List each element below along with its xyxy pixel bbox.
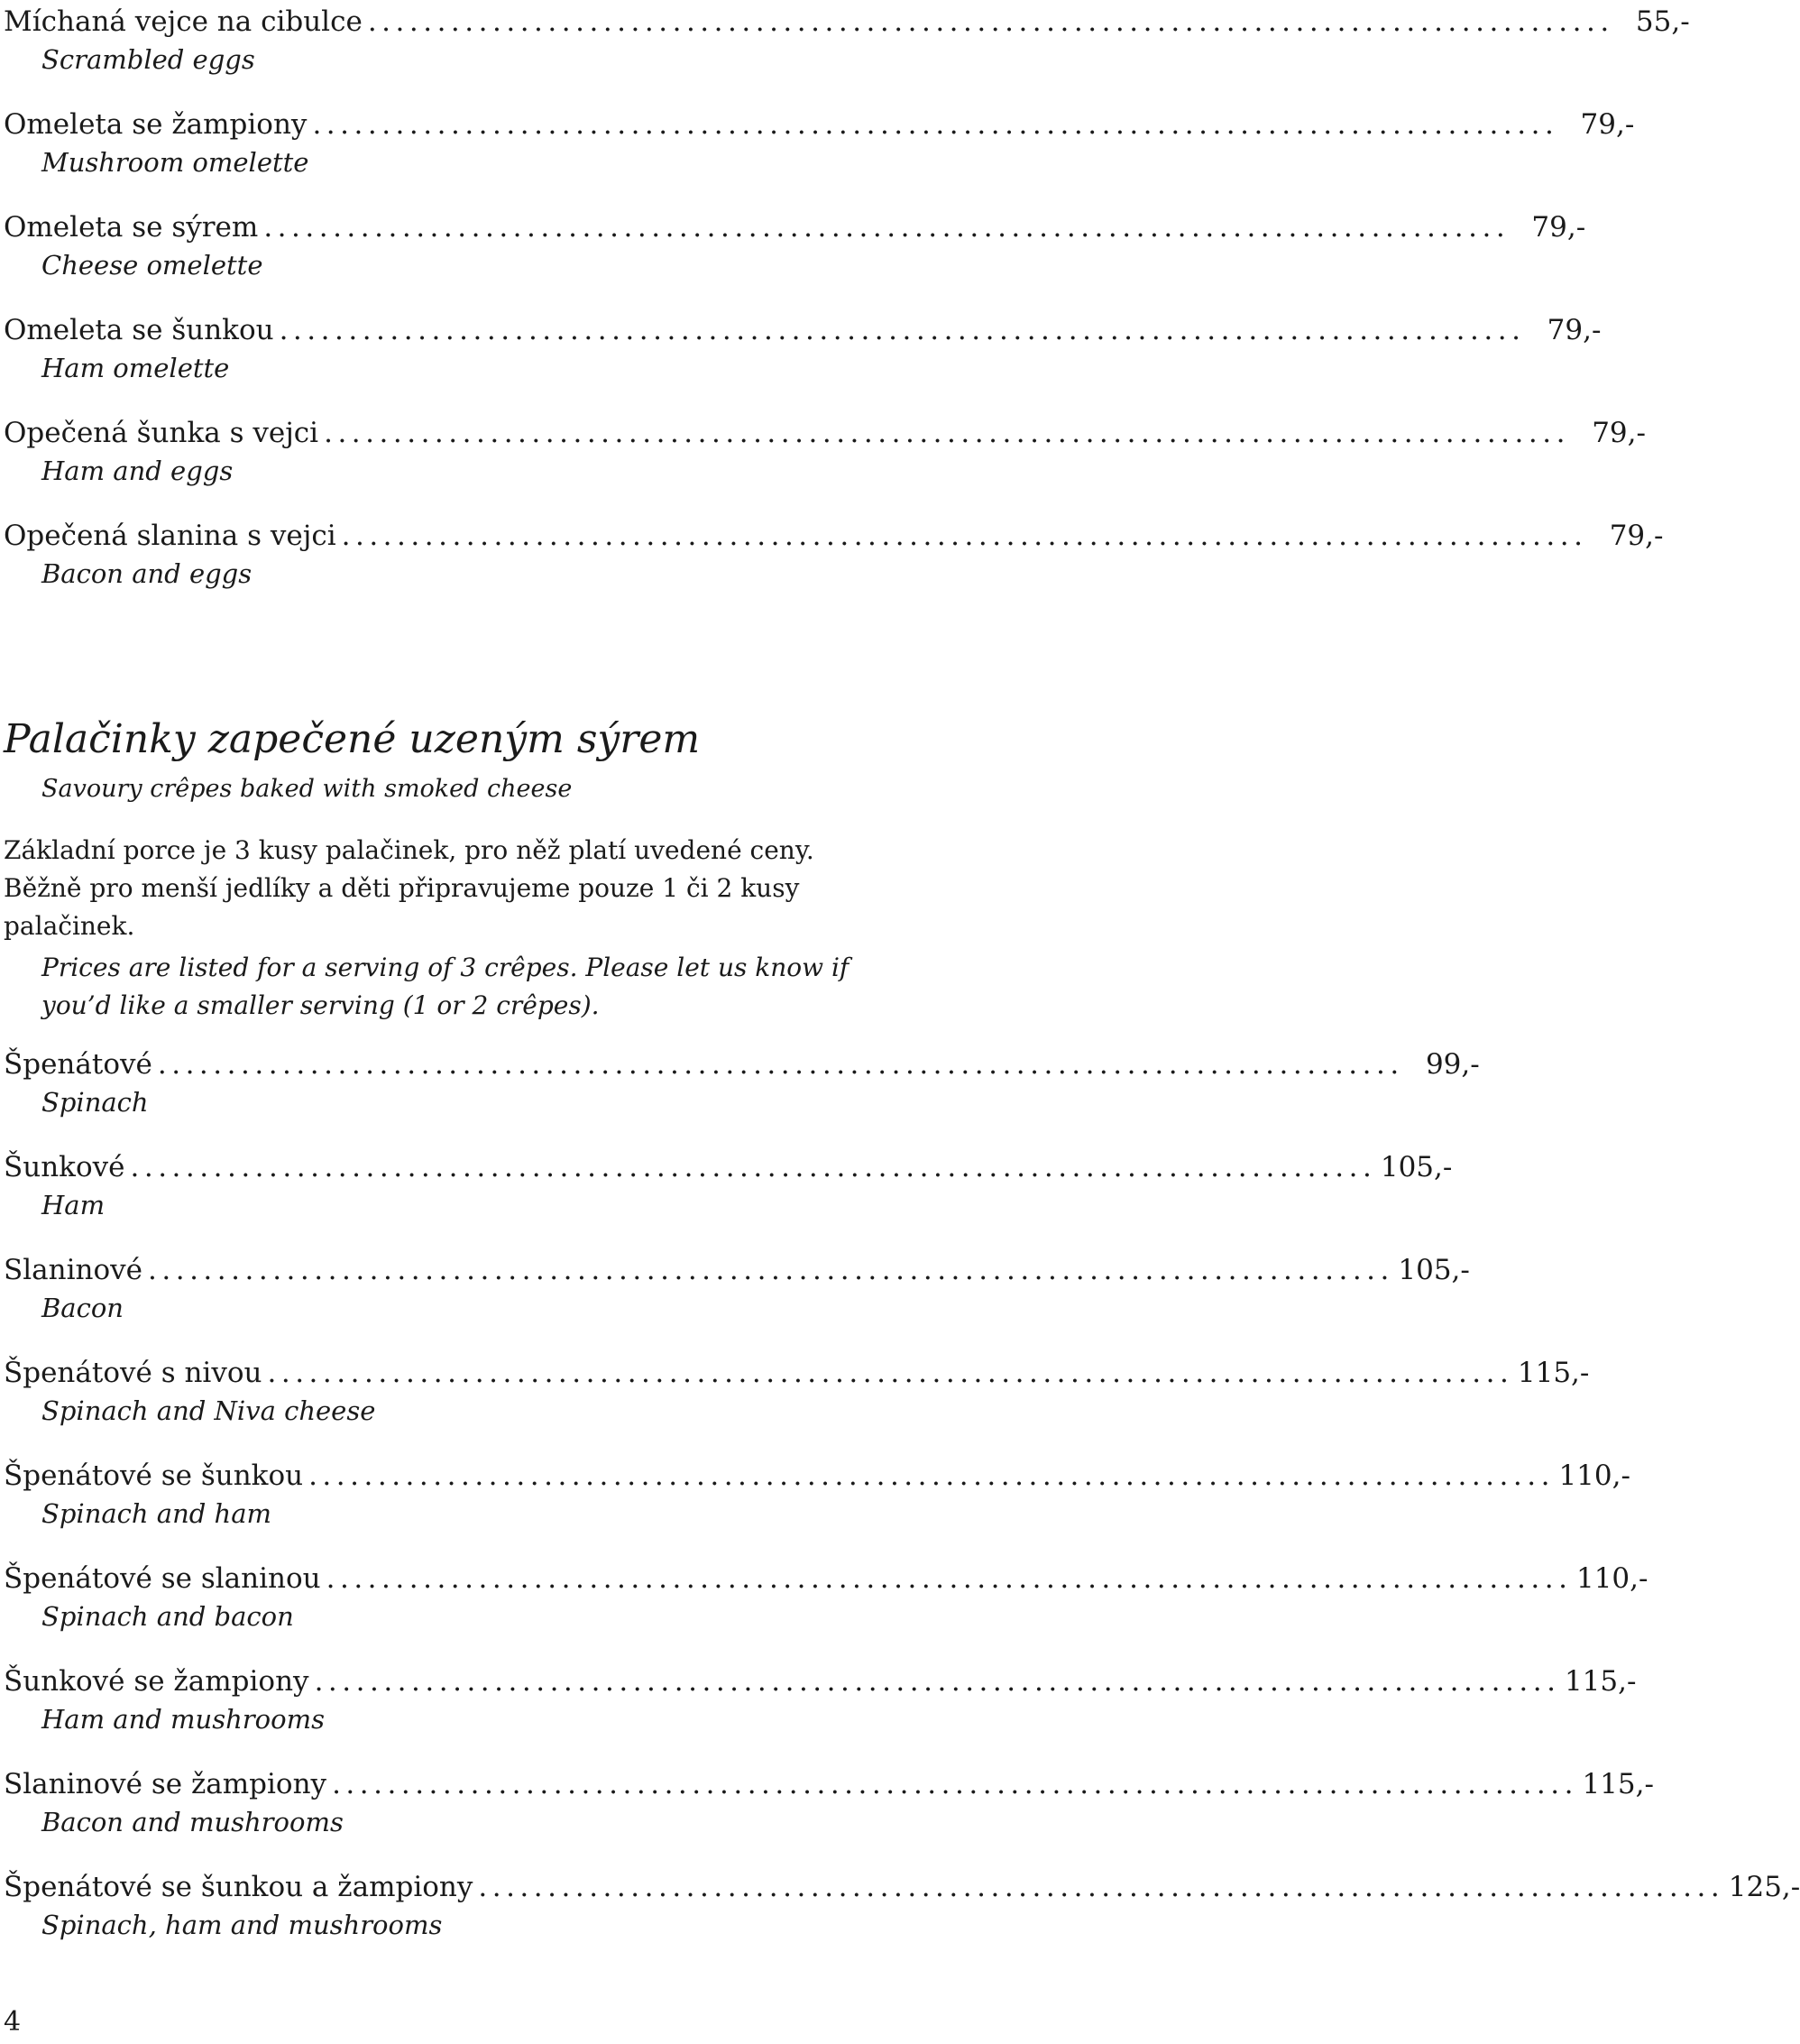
dot-leader: .......................................................................................... — [279, 314, 1526, 346]
item-name-cz: Špenátové se slaninou — [4, 1562, 321, 1595]
item-price: 99,- — [1425, 1048, 1480, 1081]
item-price: 110,- — [1558, 1459, 1630, 1492]
item-name-cz: Omeleta se sýrem — [4, 211, 259, 244]
menu-item — [4, 1662, 1637, 1737]
item-name-en: Bacon — [41, 1293, 124, 1323]
item-price: 55,- — [1635, 5, 1690, 38]
menu-item — [4, 1764, 1654, 1840]
page-number: 4 — [4, 2006, 22, 2038]
serving-note-en: Prices are listed for a serving of 3 crêpes. Please let us know if you’d like a smaller serving (1 or 2 crêpes). — [41, 953, 849, 1020]
item-price: 110,- — [1575, 1562, 1648, 1595]
item-name-en: Ham — [41, 1190, 106, 1220]
item-price: 79,- — [1547, 314, 1602, 346]
item-name-en: Spinach and bacon — [41, 1601, 294, 1632]
item-name-cz: Špenátové se šunkou a žampiony — [4, 1871, 473, 1903]
menu-item — [4, 516, 1664, 592]
item-price: 105,- — [1398, 1254, 1470, 1286]
item-price: 115,- — [1517, 1357, 1590, 1389]
menu-item — [4, 1456, 1630, 1532]
menu-item — [4, 1045, 1480, 1120]
item-price: 105,- — [1380, 1151, 1453, 1183]
item-name-cz: Šunkové se žampiony — [4, 1665, 309, 1698]
item-name-en: Mushroom omelette — [41, 147, 309, 178]
menu-item — [4, 2, 1690, 78]
menu-item — [4, 1353, 1590, 1429]
item-price: 79,- — [1592, 417, 1646, 449]
item-name-en: Ham and mushrooms — [41, 1704, 325, 1735]
dot-leader: .......................................................................................... — [324, 417, 1570, 449]
menu-item — [4, 413, 1646, 489]
section-title: Palačinky zapečené uzeným sýrem — [4, 716, 701, 762]
item-name-cz: Špenátové se šunkou — [4, 1459, 304, 1492]
dot-leader: .......................................................................................... — [332, 1768, 1578, 1800]
menu-item — [4, 1147, 1453, 1223]
item-name-en: Cheese omelette — [41, 250, 263, 281]
dot-leader: .......................................................................................... — [312, 108, 1559, 141]
menu-item — [4, 310, 1602, 386]
menu-item — [4, 207, 1586, 283]
dot-leader: .......................................................................................... — [157, 1048, 1404, 1081]
item-name-cz: Opečená slanina s vejci — [4, 520, 336, 552]
item-name-cz: Slaninové — [4, 1254, 143, 1286]
dot-leader: .......................................................................................... — [367, 5, 1614, 38]
menu-item — [4, 1250, 1470, 1326]
section-subtitle: Savoury crêpes baked with smoked cheese — [41, 775, 573, 803]
menu-item — [4, 1867, 1800, 1943]
dot-leader: .......................................................................................... — [326, 1562, 1573, 1595]
item-price: 79,- — [1580, 108, 1635, 141]
item-name-en: Bacon and eggs — [41, 558, 253, 589]
item-name-en: Ham and eggs — [41, 456, 234, 486]
serving-note-cz: Základní porce je 3 kusy palačinek, pro něž platí uvedené ceny. Běžně pro menší jedlíky a děti připravujeme pouze 1 či 2 kusy palačinek. — [4, 835, 814, 941]
item-name-en: Spinach and ham — [41, 1498, 272, 1529]
dot-leader: .......................................................................................... — [314, 1665, 1561, 1698]
item-name-cz: Slaninové se žampiony — [4, 1768, 327, 1800]
item-price: 79,- — [1531, 211, 1586, 244]
item-price: 79,- — [1609, 520, 1664, 552]
dot-leader: .......................................................................................... — [263, 211, 1511, 244]
item-name-cz: Omeleta se žampiony — [4, 108, 308, 141]
dot-leader: .......................................................................................... — [341, 520, 1588, 552]
item-name-en: Ham omelette — [41, 353, 230, 383]
item-name-cz: Šunkové — [4, 1151, 125, 1183]
item-name-en: Spinach and Niva cheese — [41, 1395, 376, 1426]
item-name-cz: Omeleta se šunkou — [4, 314, 274, 346]
item-price: 115,- — [1564, 1665, 1637, 1698]
item-name-cz: Míchaná vejce na cibulce — [4, 5, 363, 38]
item-name-en: Spinach — [41, 1087, 149, 1118]
item-name-en: Bacon and mushrooms — [41, 1807, 344, 1837]
dot-leader: .......................................................................................... — [308, 1459, 1555, 1492]
dot-leader: .......................................................................................... — [130, 1151, 1377, 1183]
dot-leader: .......................................................................................... — [148, 1254, 1394, 1286]
item-name-cz: Špenátové s nivou — [4, 1357, 262, 1389]
item-name-en: Scrambled eggs — [41, 44, 255, 75]
item-name-en: Spinach, ham and mushrooms — [41, 1910, 443, 1940]
menu-item — [4, 105, 1635, 180]
item-name-cz: Opečená šunka s vejci — [4, 417, 319, 449]
dot-leader: .......................................................................................... — [267, 1357, 1514, 1389]
item-name-cz: Špenátové — [4, 1048, 152, 1081]
dot-leader: .......................................................................................... — [478, 1871, 1725, 1903]
item-price: 115,- — [1582, 1768, 1654, 1800]
menu-item — [4, 1559, 1648, 1634]
item-price: 125,- — [1728, 1871, 1800, 1903]
